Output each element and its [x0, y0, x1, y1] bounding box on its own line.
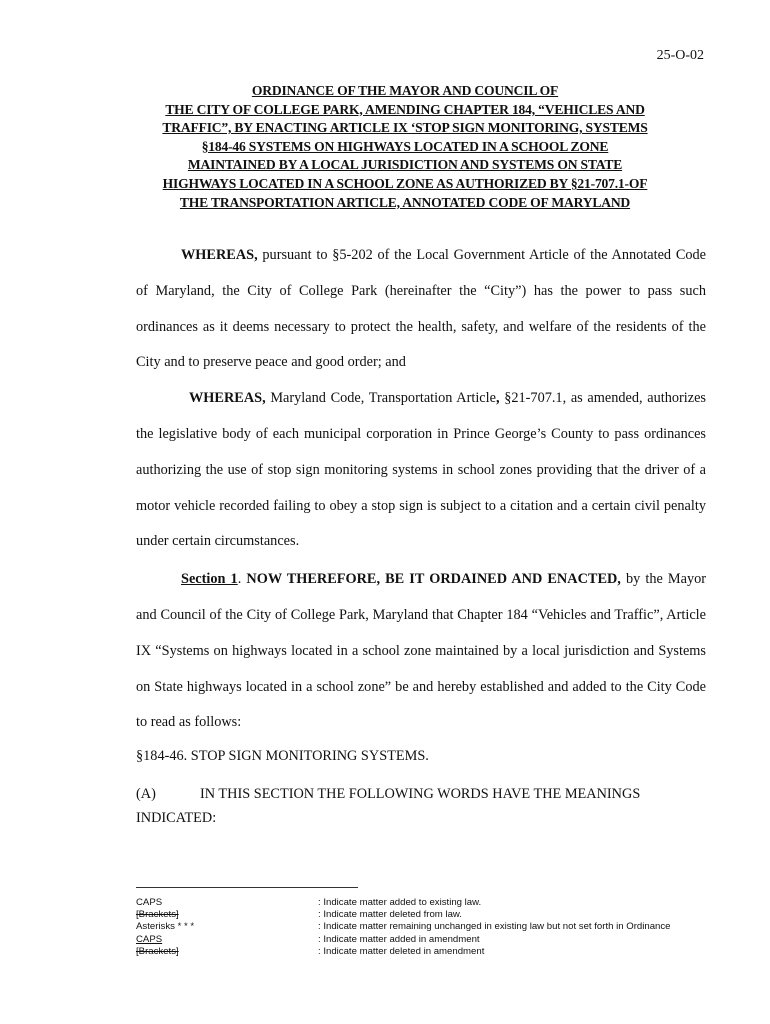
ordinance-body: [136, 238, 706, 741]
legend-key-text: [Brackets]: [136, 909, 179, 921]
legend-desc: : Indicate matter remaining unchanged in existing law but not set forth in Ordinance: [318, 921, 671, 933]
legend-desc: : Indicate matter deleted in amendment: [318, 945, 485, 957]
section-1-label: Section 1: [181, 571, 238, 588]
whereas-paragraph-1: [136, 238, 706, 381]
legend-row: [136, 909, 671, 921]
title-line: MAINTAINED BY A LOCAL JURISDICTION AND SYSTEMS ON STATE: [187, 157, 623, 173]
whereas-lead: WHEREAS,: [189, 390, 266, 407]
section-1-paragraph: [136, 562, 706, 741]
legend-row: [136, 934, 671, 946]
clause-a-text: IN THIS SECTION THE FOLLOWING WORDS HAVE THE MEANINGS INDICATED:: [136, 786, 641, 826]
legend-desc: : Indicate matter added to existing law.: [318, 897, 482, 908]
legend-key: CAPS: [136, 897, 163, 908]
section-heading-184-46: §184-46. STOP SIGN MONITORING SYSTEMS.: [136, 748, 429, 764]
legend-key-text: [Brackets]: [136, 945, 179, 957]
legend-row: [136, 946, 671, 958]
whereas-text: pursuant to §5-202 of the Local Government Article of the Annotated Code of Maryland, the City of College Park (hereinafter the “City”) has the power to pass such ordinances as it deems necessary to protect the health, safety, and welfare of the residents of the City and to preserve peace and good order; and: [136, 247, 706, 371]
legend-key: [136, 934, 318, 946]
clause-a-label: (A): [136, 786, 156, 802]
whereas-comma: ,: [495, 390, 500, 407]
legend-desc: : Indicate matter added in amendment: [318, 933, 480, 945]
clause-a: [136, 782, 706, 830]
section-1-lead: NOW THEREFORE, BE IT ORDAINED AND ENACTED,: [246, 571, 621, 588]
legend-row: [136, 921, 671, 933]
title-line: §184-46 SYSTEMS ON HIGHWAYS LOCATED IN A SCHOOL ZONE: [201, 138, 609, 154]
title-line: THE CITY OF COLLEGE PARK, AMENDING CHAPTER 184, “VEHICLES AND: [165, 101, 645, 117]
title-line: TRAFFIC”, BY ENACTING ARTICLE IX ‘STOP SIGN MONITORING, SYSTEMS: [162, 120, 648, 136]
ordinance-title: [120, 82, 690, 212]
whereas-paragraph-2: [136, 381, 706, 560]
legend-key: [136, 946, 318, 958]
legend-key: Asterisks * * *: [136, 921, 195, 933]
legend-key-text: CAPS: [136, 933, 163, 945]
legend-key: [136, 909, 318, 921]
section-1-separator: .: [237, 571, 247, 588]
whereas-text-a: Maryland Code, Transportation Article: [265, 390, 496, 407]
title-line: HIGHWAYS LOCATED IN A SCHOOL ZONE AS AUTHORIZED BY §21-707.1-OF: [162, 175, 648, 191]
title-line: ORDINANCE OF THE MAYOR AND COUNCIL OF: [251, 83, 559, 98]
legend-desc: : Indicate matter deleted from law.: [318, 909, 462, 921]
whereas-text-b: §21-707.1, as amended, authorizes the legislative body of each municipal corporation in Prince George’s County to pass ordinances authorizing the use of stop sign monitoring systems in school zones providing that the driver of a motor vehicle recorded failing to obey a stop sign is subject to a citation and a certain civil penalty under certain circumstances.: [136, 390, 706, 550]
section-1-text: by the Mayor and Council of the City of College Park, Maryland that Chapter 184 “Vehicles and Traffic”, Article IX “Systems on highways located in a school zone maintained by a local jurisdiction and Systems on State highways located in a school zone” be and hereby established and added to the City Code to read as follows:: [136, 571, 707, 731]
whereas-lead: WHEREAS,: [181, 247, 258, 263]
title-line: THE TRANSPORTATION ARTICLE, ANNOTATED CODE OF MARYLAND: [179, 194, 631, 210]
markup-legend: [136, 897, 671, 958]
footnote-divider: [136, 887, 358, 888]
legend-row: [136, 897, 671, 909]
document-number: 25-O-02: [656, 48, 704, 63]
